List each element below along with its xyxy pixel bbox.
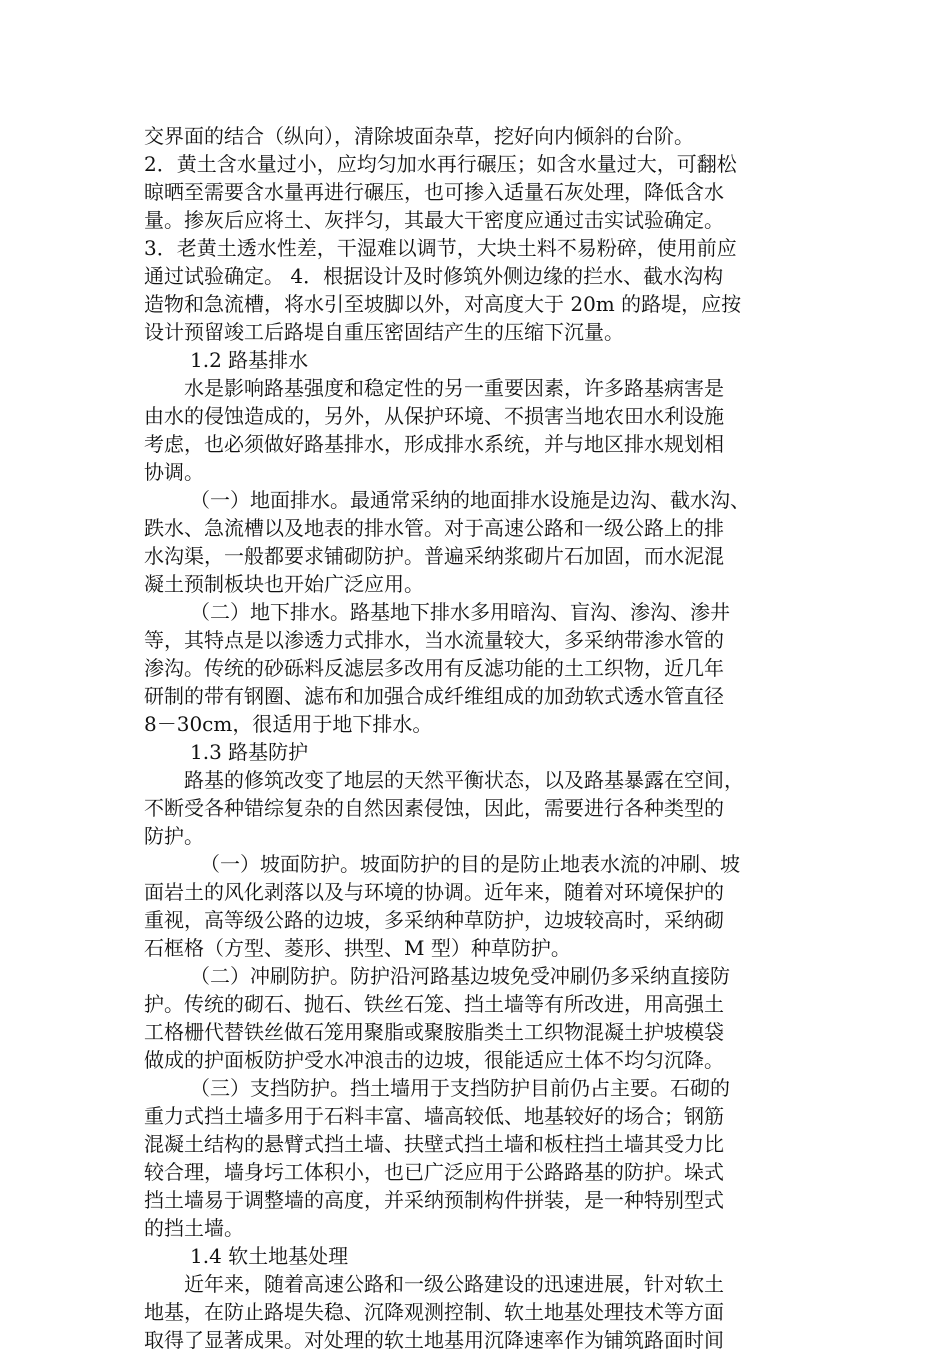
text-line: 等，其特点是以渗透力式排水，当水流量较大，多采纳带渗水管的	[144, 628, 724, 652]
section-heading: 1.2 路基排水	[190, 348, 309, 372]
text-line: 研制的带有钢圈、滤布和加强合成纤维组成的加劲软式透水管直径	[144, 684, 724, 708]
text-line: 2．黄土含水量过小，应均匀加水再行碾压；如含水量过大，可翻松	[144, 152, 737, 176]
text-line: 量。掺灰后应将土、灰拌匀，其最大干密度应通过击实试验确定。	[144, 208, 724, 232]
text-line: 8－30cm，很适用于地下排水。	[144, 712, 433, 736]
text-line: 取得了显著成果。对处理的软土地基用沉降速率作为铺筑路面时间	[144, 1328, 724, 1352]
text-line: 重力式挡土墙多用于石料丰富、墙高较低、地基较好的场合；钢筋	[144, 1104, 724, 1128]
text-line: 造物和急流槽，将水引至坡脚以外，对高度大于 20m 的路堤，应按	[144, 292, 742, 316]
text-line: （二）冲刷防护。防护沿河路基边坡免受冲刷仍多采纳直接防	[190, 964, 730, 988]
text-line: （二）地下排水。路基地下排水多用暗沟、盲沟、渗沟、渗井	[190, 600, 730, 624]
text-line: 挡土墙易于调整墙的高度，并采纳预制构件拼装，是一种特别型式	[144, 1188, 724, 1212]
text-line: 较合理，墙身圬工体积小，也已广泛应用于公路路基的防护。垛式	[144, 1160, 724, 1184]
text-line: 跌水、急流槽以及地表的排水管。对于高速公路和一级公路上的排	[144, 516, 724, 540]
text-line: 护。传统的砌石、抛石、铁丝石笼、挡土墙等有所改进，用高强土	[144, 992, 724, 1016]
text-line: （一）坡面防护。坡面防护的目的是防止地表水流的冲刷、坡	[200, 852, 740, 876]
text-line: 面岩土的风化剥落以及与环境的协调。近年来，随着对环境保护的	[144, 880, 724, 904]
text-line: 地基，在防止路堤失稳、沉降观测控制、软土地基处理技术等方面	[144, 1300, 724, 1324]
text-line: 石框格（方型、菱形、拱型、M 型）种草防护。	[144, 936, 571, 960]
document-body	[144, 122, 810, 1354]
text-line: 考虑，也必须做好路基排水，形成排水系统，并与地区排水规划相	[144, 432, 724, 456]
text-line: 由水的侵蚀造成的，另外，从保护环境、不损害当地农田水利设施	[144, 404, 724, 428]
text-line: 工格栅代替铁丝做石笼用聚脂或聚胺脂类土工织物混凝土护坡模袋	[144, 1020, 724, 1044]
text-line: （一）地面排水。最通常采纳的地面排水设施是边沟、截水沟、	[190, 488, 750, 512]
text-line: 水沟渠，一般都要求铺砌防护。普遍采纳浆砌片石加固，而水泥混	[144, 544, 724, 568]
text-line: 水是影响路基强度和稳定性的另一重要因素，许多路基病害是	[184, 376, 724, 400]
text-line: 晾晒至需要含水量再进行碾压，也可掺入适量石灰处理，降低含水	[144, 180, 724, 204]
text-line: 近年来，随着高速公路和一级公路建设的迅速进展，针对软土	[184, 1272, 724, 1296]
text-line: 凝土预制板块也开始广泛应用。	[144, 572, 424, 596]
text-line: 重视，高等级公路的边坡，多采纳种草防护，边坡较高时，采纳砌	[144, 908, 724, 932]
text-line: 设计预留竣工后路堤自重压密固结产生的压缩下沉量。	[144, 320, 624, 344]
text-line: 不断受各种错综复杂的自然因素侵蚀，因此，需要进行各种类型的	[144, 796, 724, 820]
text-line: 渗沟。传统的砂砾料反滤层多改用有反滤功能的土工织物，近几年	[144, 656, 724, 680]
text-line: 通过试验确定。 4．根据设计及时修筑外侧边缘的拦水、截水沟构	[144, 264, 724, 288]
text-line: 交界面的结合（纵向），清除坡面杂草，挖好向内倾斜的台阶。	[144, 124, 694, 148]
text-line: 的挡土墙。	[144, 1216, 244, 1240]
section-heading: 1.4 软土地基处理	[190, 1244, 349, 1268]
text-line: 协调。	[144, 460, 204, 484]
text-line: 做成的护面板防护受水冲浪击的边坡，很能适应土体不均匀沉降。	[144, 1048, 724, 1072]
text-line: 3．老黄土透水性差，干湿难以调节，大块土料不易粉碎，使用前应	[144, 236, 737, 260]
section-heading: 1.3 路基防护	[190, 740, 309, 764]
text-line: 混凝土结构的悬臂式挡土墙、扶壁式挡土墙和板柱挡土墙其受力比	[144, 1132, 724, 1156]
text-line: 防护。	[144, 824, 204, 848]
text-line: 路基的修筑改变了地层的天然平衡状态，以及路基暴露在空间，	[184, 768, 744, 792]
text-line: （三）支挡防护。挡土墙用于支挡防护目前仍占主要。石砌的	[190, 1076, 730, 1100]
